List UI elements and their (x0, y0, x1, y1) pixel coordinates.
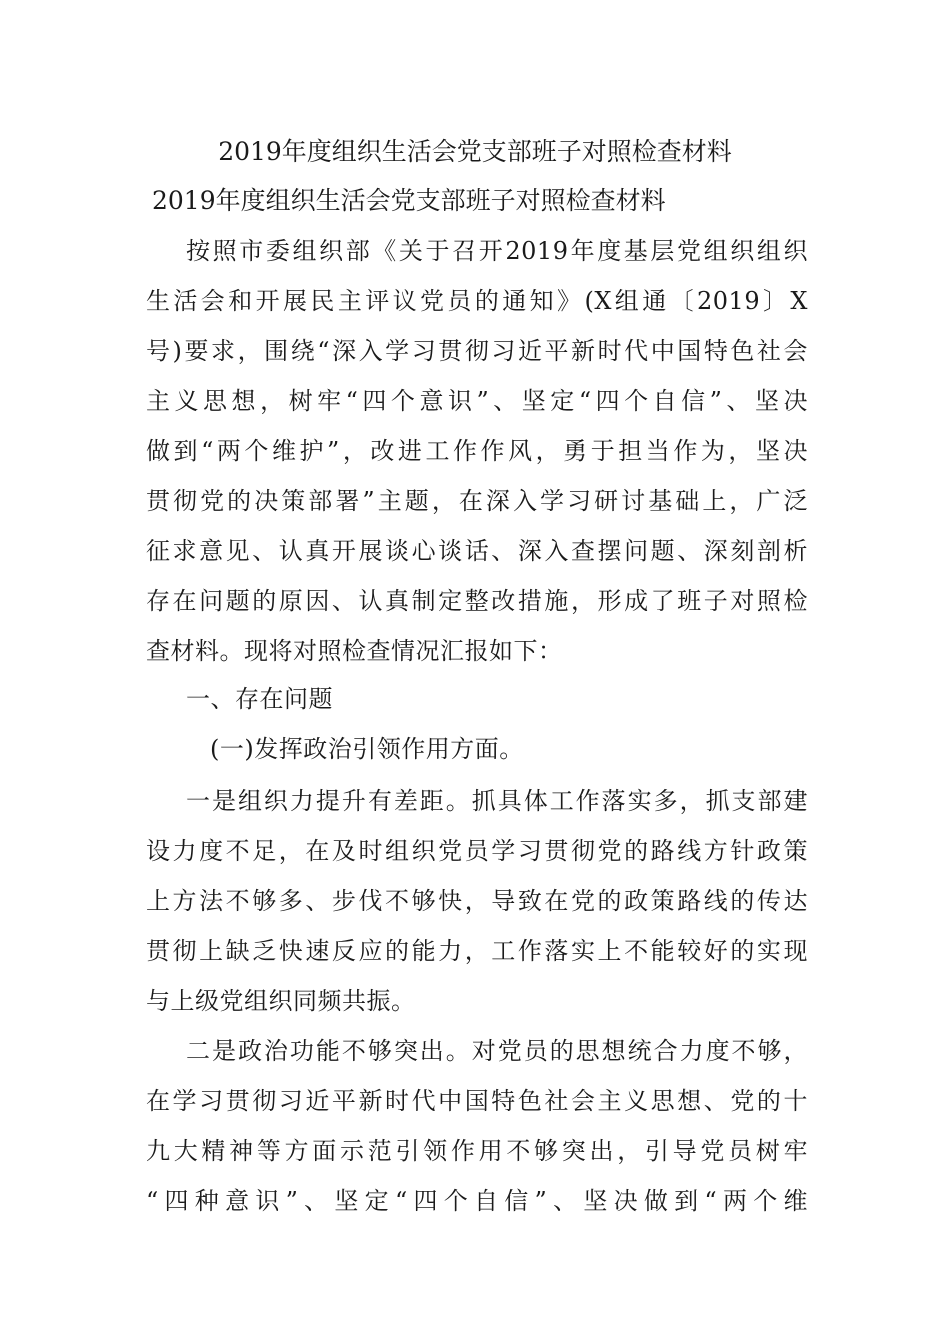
para1-line: 一是组织力提升有差距。抓具体工作落实多，抓支部建 (186, 787, 808, 815)
intro-line: 存在问题的原因、认真制定整改措施，形成了班子对照检 (146, 587, 808, 615)
intro-line: 查材料。现将对照检查情况汇报如下： (146, 637, 563, 665)
intro-line: 贯彻党的决策部署”主题，在深入学习研讨基础上，广泛 (146, 487, 808, 515)
para2-line: 九大精神等方面示范引领作用不够突出，引导党员树牢 (146, 1137, 808, 1165)
intro-line: 生活会和开展民主评议党员的通知》(X组通〔2019〕X (146, 287, 808, 315)
para1-line: 贯彻上缺乏快速反应的能力，工作落实上不能较好的实现 (146, 937, 808, 965)
document-title: 2019年度组织生活会党支部班子对照检查材料 (218, 137, 732, 166)
section-heading: 一、存在问题 (186, 685, 333, 713)
para2-line: 二是政治功能不够突出。对党员的思想统合力度不够， (186, 1037, 808, 1065)
document-subtitle: 2019年度组织生活会党支部班子对照检查材料 (152, 186, 666, 215)
para2-line: “四种意识”、坚定“四个自信”、坚决做到“两个维 (146, 1187, 808, 1215)
para1-line: 上方法不够多、步伐不够快，导致在党的政策路线的传达 (146, 887, 808, 915)
intro-line: 主义思想，树牢“四个意识”、坚定“四个自信”、坚决 (146, 387, 808, 415)
subsection-heading: (一)发挥政治引领作用方面。 (210, 735, 524, 763)
intro-line: 按照市委组织部《关于召开2019年度基层党组织组织 (186, 237, 808, 265)
intro-line: 征求意见、认真开展谈心谈话、深入查摆问题、深刻剖析 (146, 537, 808, 565)
para1-line: 设力度不足，在及时组织党员学习贯彻党的路线方针政策 (146, 837, 808, 865)
intro-line: 号)要求，围绕“深入学习贯彻习近平新时代中国特色社会 (146, 337, 808, 365)
para1-line: 与上级党组织同频共振。 (146, 987, 416, 1015)
para2-line: 在学习贯彻习近平新时代中国特色社会主义思想、党的十 (146, 1087, 808, 1115)
intro-line: 做到“两个维护”，改进工作作风，勇于担当作为，坚决 (146, 437, 808, 465)
